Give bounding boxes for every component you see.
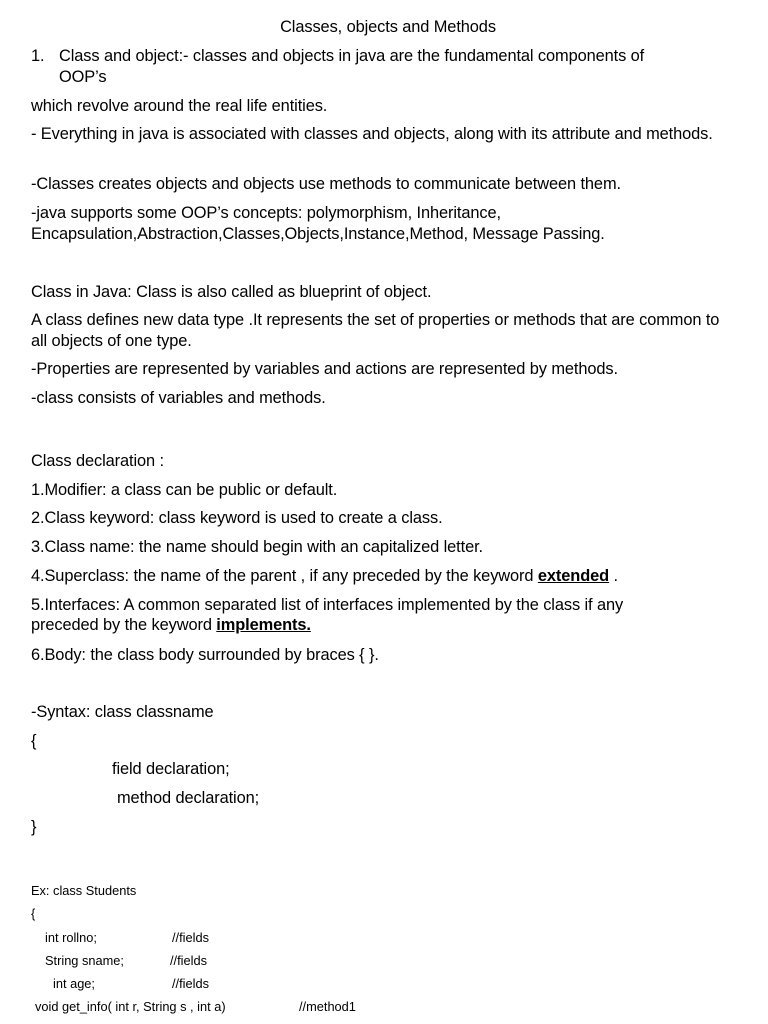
declaration-item-6: 6.Body: the class body surrounded by braces { }.	[31, 646, 379, 664]
class-in-java-paragraph-1: A class defines new data type .It represents the set of properties or methods that are common to all objects of one type.	[31, 311, 720, 350]
syntax-close-brace: }	[31, 818, 37, 836]
example-open-brace: {	[31, 906, 36, 921]
class-in-java-paragraph-2: -Properties are represented by variables and actions are represented by methods.	[31, 360, 618, 378]
declaration-item-3: 3.Class name: the name should begin with an capitalized letter.	[31, 538, 483, 556]
class-in-java-paragraph-3: -class consists of variables and methods.	[31, 389, 326, 407]
example-comment: //method1	[299, 999, 356, 1014]
declaration-item-2: 2.Class keyword: class keyword is used to create a class.	[31, 509, 443, 527]
declaration-item-1: 1.Modifier: a class can be public or default.	[31, 481, 338, 499]
page-title: Classes, objects and Methods	[280, 18, 496, 36]
syntax-field-declaration: field declaration;	[112, 760, 230, 778]
intro-paragraph-1: which revolve around the real life entities.	[31, 97, 328, 115]
class-in-java-heading: Class in Java: Class is also called as blueprint of object.	[31, 283, 432, 301]
example-comment: //fields	[170, 953, 207, 968]
declaration-item-4-text: 4.Superclass: the name of the parent , if any preceded by the keyword	[31, 567, 538, 585]
example-code-line: String sname;	[45, 953, 124, 968]
intro-paragraph-2: - Everything in java is associated with classes and objects, along with its attribute and methods.	[31, 125, 713, 143]
example-code-line: int age;	[53, 976, 95, 991]
keyword-extended: extended	[537, 567, 610, 585]
declaration-item-4-end: .	[609, 567, 618, 585]
example-label: Ex: class Students	[31, 883, 137, 898]
syntax-line: -Syntax: class classname	[31, 703, 214, 721]
declaration-item-5-line2	[31, 615, 311, 636]
list-item-number: 1.	[31, 47, 45, 65]
example-code-line: int rollno;	[45, 930, 97, 945]
keyword-implements: implements.	[216, 616, 311, 634]
example-comment: //fields	[172, 930, 209, 945]
intro-item1-line2: OOP’s	[59, 68, 107, 86]
syntax-method-declaration: method declaration;	[117, 789, 260, 807]
declaration-item-4	[31, 566, 618, 587]
declaration-item-5-text: preceded by the keyword	[31, 616, 217, 634]
intro-paragraph-3: -Classes creates objects and objects use methods to communicate between them.	[31, 175, 621, 193]
declaration-item-5-line1: 5.Interfaces: A common separated list of interfaces implemented by the class if any	[31, 596, 624, 614]
intro-item1-line1: Class and object:- classes and objects in java are the fundamental components of	[59, 47, 645, 65]
example-code-line: void get_info( int r, String s , int a)	[35, 999, 226, 1014]
example-comment: //fields	[172, 976, 209, 991]
declaration-heading: Class declaration :	[31, 452, 164, 470]
syntax-open-brace: {	[31, 732, 37, 750]
intro-paragraph-4: -java supports some OOP’s concepts: polymorphism, Inheritance, Encapsulation,Abstraction,Classes,Objects,Instance,Method, Message Passing.	[31, 204, 605, 243]
